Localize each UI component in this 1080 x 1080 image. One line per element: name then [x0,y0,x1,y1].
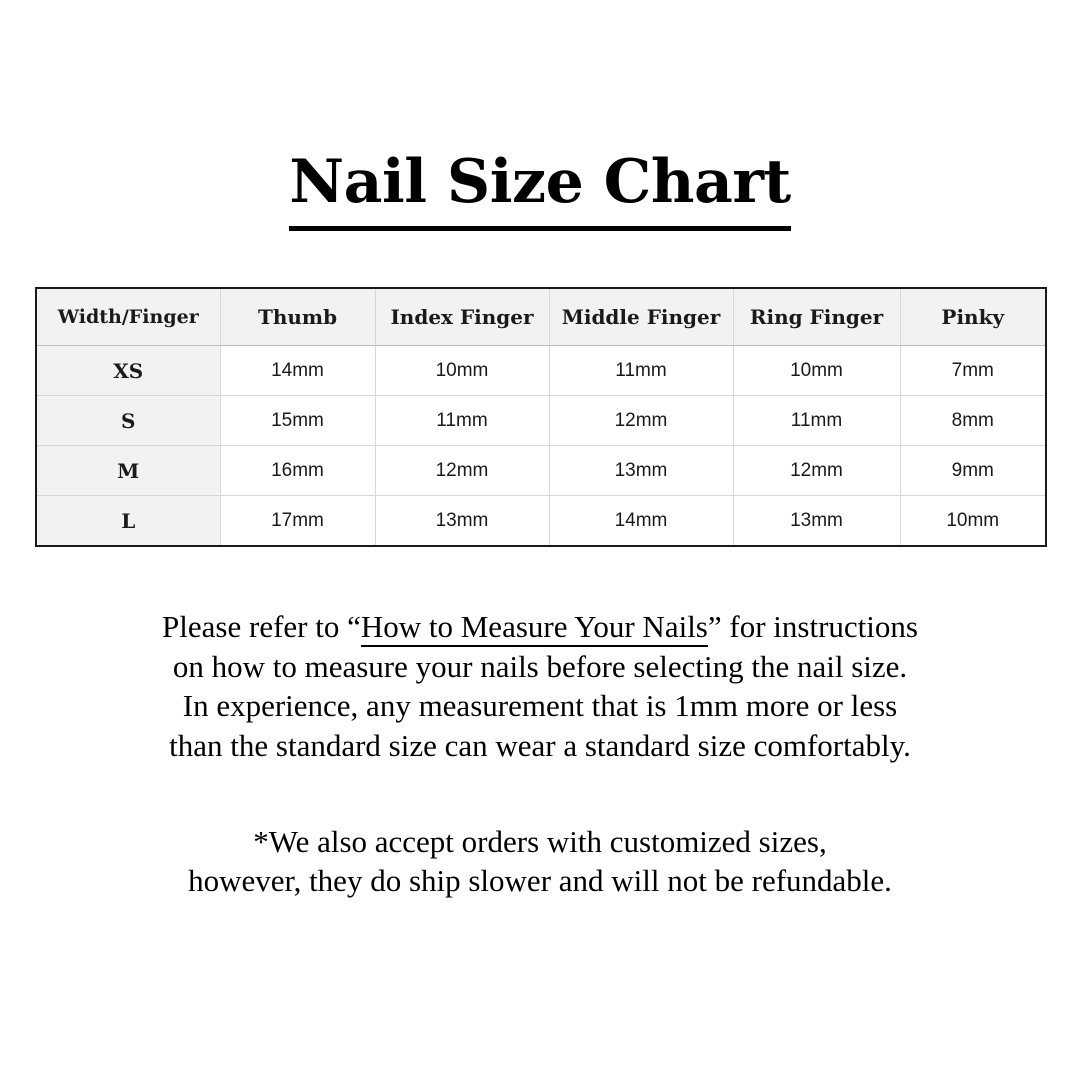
cell-middle-finger: 11mm [549,346,733,396]
instructions-line-1 [0,607,1080,647]
cell-index-finger: 13mm [375,496,549,547]
instructions-line-3: In experience, any measurement that is 1mm more or less [182,688,898,724]
column-header-middle-finger: Middle Finger [549,288,733,346]
custom-size-paragraph [0,822,1080,901]
row-size-label: L [36,496,220,547]
instructions-line-4: than the standard size can wear a standard size comfortably. [169,728,911,764]
cell-thumb: 17mm [220,496,375,547]
table-body [36,346,1046,547]
cell-ring-finger: 10mm [733,346,900,396]
cell-middle-finger: 13mm [549,446,733,496]
cell-thumb: 16mm [220,446,375,496]
cell-middle-finger: 14mm [549,496,733,547]
cell-thumb: 14mm [220,346,375,396]
cell-index-finger: 12mm [375,446,549,496]
page-title [0,0,1080,231]
table-row [36,346,1046,396]
cell-pinky: 7mm [900,346,1046,396]
table-row [36,446,1046,496]
cell-index-finger: 10mm [375,346,549,396]
row-size-label: XS [36,346,220,396]
how-to-measure-link[interactable]: How to Measure Your Nails [361,609,708,647]
cell-ring-finger: 13mm [733,496,900,547]
nail-size-table [35,287,1047,547]
column-header-pinky: Pinky [900,288,1046,346]
custom-size-line-1: *We also accept orders with customized sizes, [253,823,827,859]
column-header-thumb: Thumb [220,288,375,346]
cell-middle-finger: 12mm [549,396,733,446]
instructions-line-1-prefix: Please refer to “ [162,609,361,644]
table-header-row [36,288,1046,346]
cell-pinky: 8mm [900,396,1046,446]
cell-ring-finger: 12mm [733,446,900,496]
cell-pinky: 10mm [900,496,1046,547]
size-chart-container [35,287,1045,547]
custom-size-line-2: however, they do ship slower and will not be refundable. [188,863,892,899]
cell-index-finger: 11mm [375,396,549,446]
table-header [36,288,1046,346]
instructions-line-1-suffix: ” for instructions [707,609,918,644]
column-header-ring-finger: Ring Finger [733,288,900,346]
row-size-label: S [36,396,220,446]
cell-pinky: 9mm [900,446,1046,496]
notes-section [0,607,1080,901]
cell-ring-finger: 11mm [733,396,900,446]
row-size-label: M [36,446,220,496]
page-title-text: Nail Size Chart [289,152,791,231]
instructions-line-2: on how to measure your nails before selecting the nail size. [172,648,908,684]
table-row [36,496,1046,547]
column-header-width-finger: Width/Finger [36,288,220,346]
column-header-index-finger: Index Finger [375,288,549,346]
cell-thumb: 15mm [220,396,375,446]
instructions-paragraph [0,607,1080,766]
table-row [36,396,1046,446]
